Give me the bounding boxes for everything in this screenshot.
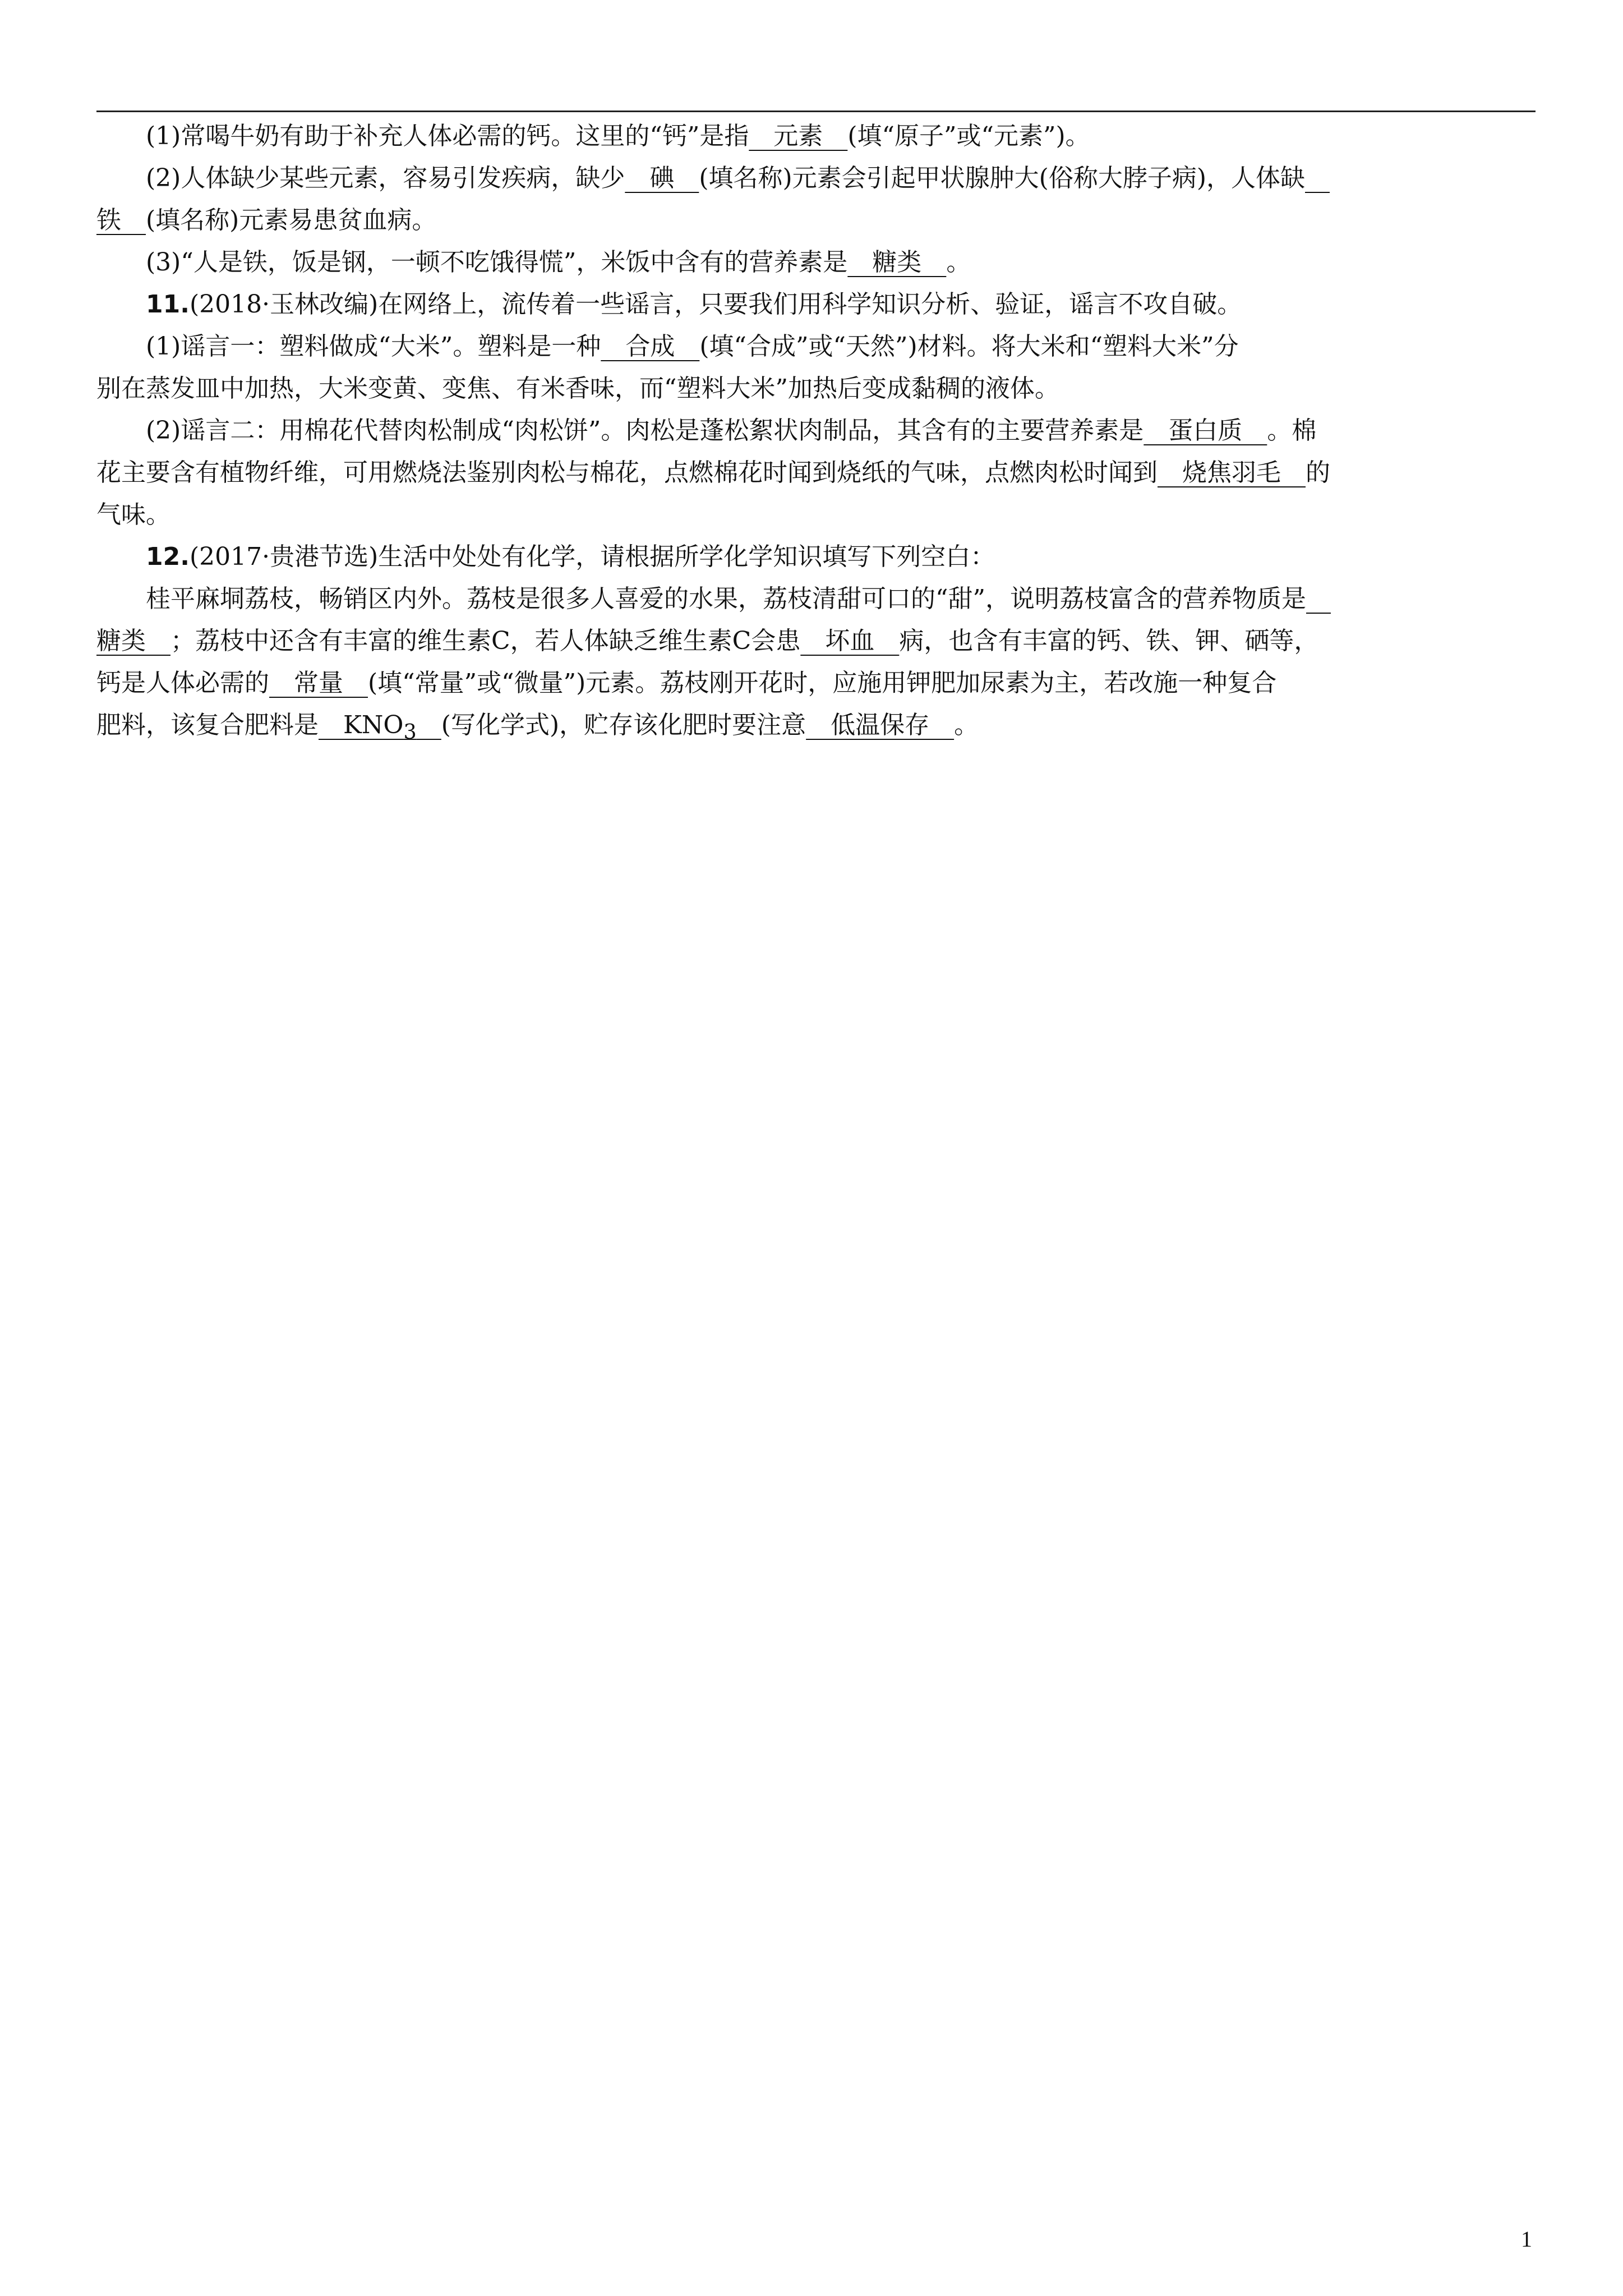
q12-line4-text-b: (写化学式)，贮存该化肥时要注意	[441, 711, 806, 739]
q11-part2-answer-feather: 烧焦羽毛	[1158, 458, 1306, 487]
q11-part1-text: (1)谣言一：塑料做成“大米”。塑料是一种	[146, 332, 601, 361]
q12-answer-macro: 常量	[269, 669, 368, 697]
q10-part2-blank-start	[1305, 164, 1330, 192]
q12-answer-kno3	[319, 711, 441, 744]
q11-part1-cont	[96, 367, 1536, 409]
q11-part2-cont2	[96, 494, 1536, 536]
q10-part1-answer: 元素	[749, 122, 848, 150]
q12-answer-sugar: 糖类	[96, 627, 170, 655]
page-number: 1	[1521, 2226, 1532, 2252]
q12-line4	[96, 704, 1536, 746]
q12-stem-text: (2017·贵港节选)生活中处处有化学，请根据所学化学知识填写下列空白：	[189, 542, 995, 571]
q12-answer-scurvy: 坏血	[800, 627, 900, 655]
q12-line1-text: 桂平麻垌荔枝，畅销区内外。荔枝是很多人喜爱的水果，荔枝清甜可口的“甜”，说明荔枝富含的营养物质是	[146, 585, 1306, 613]
q11-part2-text-b: 。棉	[1267, 416, 1317, 445]
q12-line2-text: ；荔枝中还含有丰富的维生素C，若人体缺乏维生素C会患	[170, 627, 801, 655]
q12-answer-kno3-sub: 3	[403, 719, 417, 744]
q11-part2-cont	[96, 452, 1536, 494]
q10-part2-answer-iron: 铁	[96, 206, 146, 234]
q11-part1	[96, 325, 1536, 367]
q10-part2-text-b: (填名称)元素会引起甲状腺肿大(俗称大脖子病)，人体缺	[699, 164, 1305, 192]
q12-line2-text-b: 病，也含有丰富的钙、铁、钾、硒等，	[899, 627, 1319, 655]
q11-part2	[96, 409, 1536, 452]
q10-part3-text: (3)“人是铁，饭是钢，一顿不吃饿得慌”，米饭中含有的营养素是	[146, 248, 848, 277]
q11-stem-text: (2018·玉林改编)在网络上，流传着一些谣言，只要我们用科学知识分析、验证，谣言不攻自破。	[189, 290, 1242, 319]
q11-number: 11.	[146, 290, 190, 319]
q11-part2-text-c: 花主要含有植物纤维，可用燃烧法鉴别肉松与棉花，点燃棉花时闻到烧纸的气味，点燃肉松时闻到	[96, 458, 1158, 487]
q11-part2-answer-protein: 蛋白质	[1144, 416, 1267, 445]
q11-part2-text-d: 的	[1306, 458, 1330, 487]
q12-answer-kno3-main: KNO	[319, 711, 404, 739]
q12-line3-text-b: (填“常量”或“微量”)元素。荔枝刚开花时，应施用钾肥加尿素为主，若改施一种复合	[368, 669, 1277, 697]
q12-stem	[96, 536, 1536, 578]
q11-part1-text-c: 别在蒸发皿中加热，大米变黄、变焦、有米香味，而“塑料大米”加热后变成黏稠的液体。	[96, 374, 1059, 403]
q10-part2-cont	[96, 199, 1536, 241]
q12-line2	[96, 620, 1536, 662]
q12-number: 12.	[146, 542, 190, 571]
document-body	[96, 115, 1536, 746]
q11-part2-text: (2)谣言二：用棉花代替肉松制成“肉松饼”。肉松是蓬松絮状肉制品，其含有的主要营养素是	[146, 416, 1144, 445]
q10-part1-text: (1)常喝牛奶有助于补充人体必需的钙。这里的“钙”是指	[146, 122, 749, 150]
q12-line3	[96, 662, 1536, 704]
q10-part2-text-c: (填名称)元素易患贫血病。	[146, 206, 437, 234]
q10-part2	[96, 157, 1536, 199]
q10-part3-end: 。	[946, 248, 971, 277]
q10-part3-answer: 糖类	[847, 248, 947, 277]
header-rule	[96, 111, 1536, 112]
q11-part1-answer: 合成	[601, 332, 700, 361]
q12-line3-text: 钙是人体必需的	[96, 669, 269, 697]
q10-part3	[96, 241, 1536, 283]
q12-line1	[96, 578, 1536, 620]
q10-part1	[96, 115, 1536, 157]
q11-part1-text-b: (填“合成”或“天然”)材料。将大米和“塑料大米”分	[699, 332, 1239, 361]
q12-line4-text: 肥料，该复合肥料是	[96, 711, 319, 739]
q10-part1-hint: (填“原子”或“元素”)。	[847, 122, 1090, 150]
q12-answer-sugar-start	[1306, 585, 1331, 613]
q10-part2-answer-iodine: 碘	[625, 164, 699, 192]
q11-stem	[96, 283, 1536, 325]
q11-part2-text-e: 气味。	[96, 500, 170, 529]
q12-answer-storage: 低温保存	[806, 711, 955, 739]
q12-answer-kno3-pad	[417, 711, 441, 739]
q10-part2-text: (2)人体缺少某些元素，容易引发疾病，缺少	[146, 164, 625, 192]
q12-line4-end: 。	[954, 711, 979, 739]
